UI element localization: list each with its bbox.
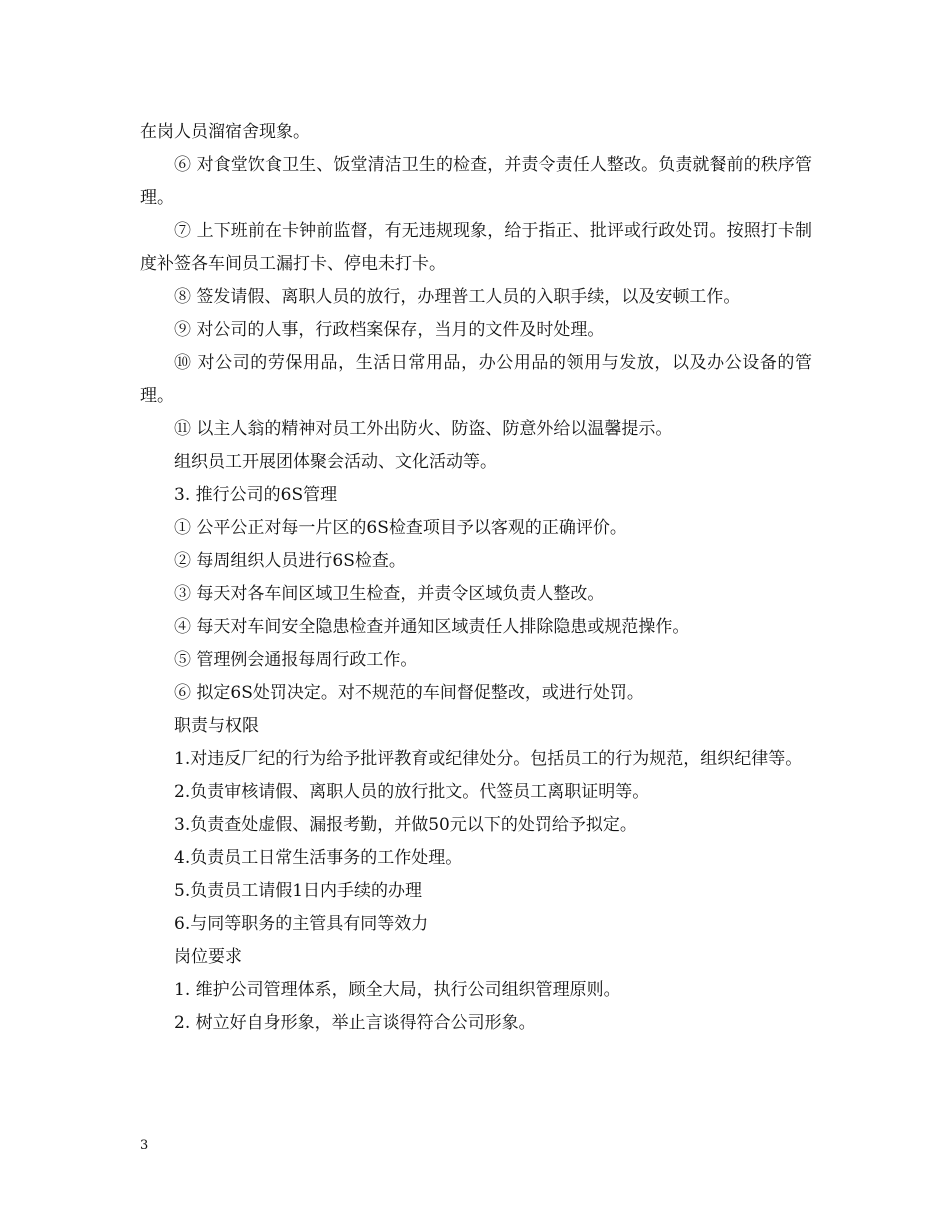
list-item: ① 公平公正对每一片区的6S检查项目予以客观的正确评价。 [174, 518, 627, 538]
paragraph: ⑪ 以主人翁的精神对员工外出防火、防盗、防意外给以温馨提示。 [174, 419, 673, 439]
section-heading: 岗位要求 [174, 947, 242, 967]
list-item: 5.负责员工请假1日内手续的办理 [174, 881, 423, 901]
list-item: ⑤ 管理例会通报每周行政工作。 [174, 650, 418, 670]
section-heading: 3. 推行公司的6S管理 [174, 485, 338, 505]
paragraph: 组织员工开展团体聚会活动、文化活动等。 [174, 452, 497, 472]
list-item: 3.负责查处虚假、漏报考勤，并做50元以下的处罚给予拟定。 [174, 815, 637, 835]
list-item: ② 每周组织人员进行6S检查。 [174, 551, 406, 571]
paragraph: ⑥ 对食堂饮食卫生、饭堂清洁卫生的检查，并责令责任人整改。负责就餐前的秩序管理。 [140, 155, 812, 208]
paragraph: ⑩ 对公司的劳保用品，生活日常用品，办公用品的领用与发放，以及办公设备的管理。 [140, 353, 812, 406]
list-item: 4.负责员工日常生活事务的工作处理。 [174, 848, 463, 868]
paragraph: 在岗人员溜宿舍现象。 [140, 122, 310, 142]
list-item: ④ 每天对车间安全隐患检查并通知区域责任人排除隐患或规范操作。 [174, 617, 690, 637]
paragraph: ⑦ 上下班前在卡钟前监督，有无违规现象，给于指正、批评或行政处罚。按照打卡制度补签各车间员工漏打卡、停电未打卡。 [140, 221, 812, 274]
list-item: 2.负责审核请假、离职人员的放行批文。代签员工离职证明等。 [174, 782, 650, 802]
section-heading: 职责与权限 [174, 716, 259, 736]
list-item: 2. 树立好自身形象，举止言谈得符合公司形象。 [174, 1013, 536, 1033]
list-item: 1.对违反厂纪的行为给予批评教育或纪律处分。包括员工的行为规范，组织纪律等。 [174, 749, 803, 769]
list-item: ⑥ 拟定6S处罚决定。对不规范的车间督促整改，或进行处罚。 [174, 683, 644, 703]
page-number: 3 [140, 1138, 149, 1153]
body-text [140, 116, 812, 1040]
paragraph: ⑧ 签发请假、离职人员的放行，办理普工人员的入职手续，以及安顿工作。 [174, 287, 741, 307]
paragraph: ⑨ 对公司的人事，行政档案保存，当月的文件及时处理。 [174, 320, 605, 340]
list-item: 6.与同等职务的主管具有同等效力 [174, 914, 429, 934]
list-item: 1. 维护公司管理体系，顾全大局，执行公司组织管理原则。 [174, 980, 621, 1000]
list-item: ③ 每天对各车间区域卫生检查，并责令区域负责人整改。 [174, 584, 605, 604]
